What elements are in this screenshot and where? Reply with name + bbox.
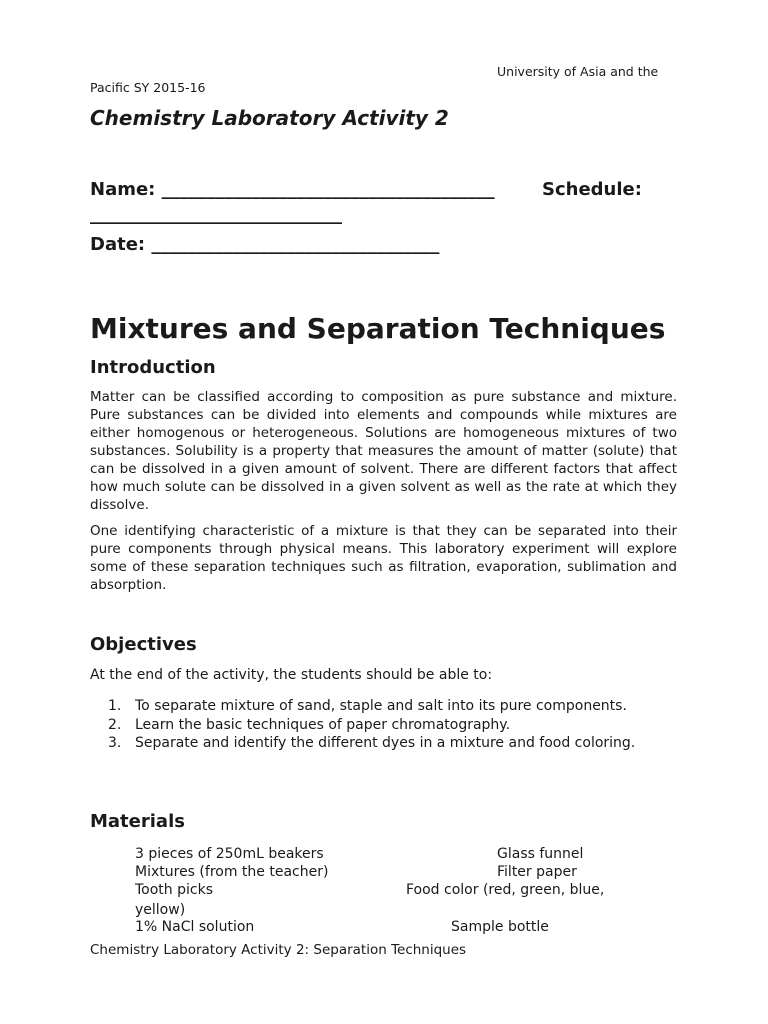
objective-item <box>108 734 678 753</box>
material-item: Filter paper <box>497 864 577 880</box>
material-item: Tooth picks <box>135 882 213 898</box>
objectives-heading: Objectives <box>90 634 197 655</box>
introduction-paragraph-1: Matter can be classified according to composition as pure substance and mixture. Pure substances can be divided into elements and compounds while mixtures are either homogenous or heterogeneous. Solutions are homogeneous mixtures of two substances. Solubility is a property that measures the amount of matter (solute) that can be dissolved in a given amount of solvent. There are different factors that affect how much solute can be dissolved in a given solvent as well as the rate at which they dissolve. <box>90 388 677 513</box>
material-item: Food color (red, green, blue, <box>406 882 605 898</box>
date-blank: ________________________________ <box>151 234 440 255</box>
objective-number: 1. <box>108 698 122 714</box>
schedule-label: Schedule: <box>542 179 642 200</box>
date-label: Date: <box>90 234 146 255</box>
objective-number: 3. <box>108 735 122 751</box>
page-footer: Chemistry Laboratory Activity 2: Separation Techniques <box>90 942 467 958</box>
material-item: Sample bottle <box>451 919 549 935</box>
objective-text: Separate and identify the different dyes in a mixture and food coloring. <box>135 735 636 751</box>
objectives-lead: At the end of the activity, the students should be able to: <box>90 667 493 683</box>
objectives-list <box>108 697 678 753</box>
name-label: Name: <box>90 179 156 200</box>
activity-title: Chemistry Laboratory Activity 2 <box>90 106 449 130</box>
introduction-paragraph-2: One identifying characteristic of a mixture is that they can be separated into their pure components through physical means. This laboratory experiment will explore some of these separation techniques such as filtration, evaporation, sublimation and absorption. <box>90 522 677 593</box>
main-title: Mixtures and Separation Techniques <box>90 312 666 345</box>
introduction-heading: Introduction <box>90 357 216 378</box>
objective-item <box>108 716 678 735</box>
objective-number: 2. <box>108 716 122 733</box>
material-item: 3 pieces of 250mL beakers <box>135 846 324 862</box>
materials-heading: Materials <box>90 811 185 832</box>
material-item: Mixtures (from the teacher) <box>135 864 329 880</box>
university-header-left: Pacific SY 2015-16 <box>90 80 206 95</box>
material-item: 1% NaCl solution <box>135 919 255 935</box>
objective-text: Learn the basic techniques of paper chromatography. <box>135 716 511 733</box>
name-field <box>90 179 495 200</box>
university-header-right: University of Asia and the <box>497 64 659 79</box>
objective-item <box>108 697 678 716</box>
material-item: Glass funnel <box>497 846 584 862</box>
material-item: yellow) <box>135 902 186 918</box>
schedule-blank: ____________________________ <box>90 204 342 225</box>
date-field <box>90 234 439 255</box>
objective-text: To separate mixture of sand, staple and salt into its pure components. <box>135 698 627 714</box>
name-blank: _____________________________________ <box>161 179 495 200</box>
